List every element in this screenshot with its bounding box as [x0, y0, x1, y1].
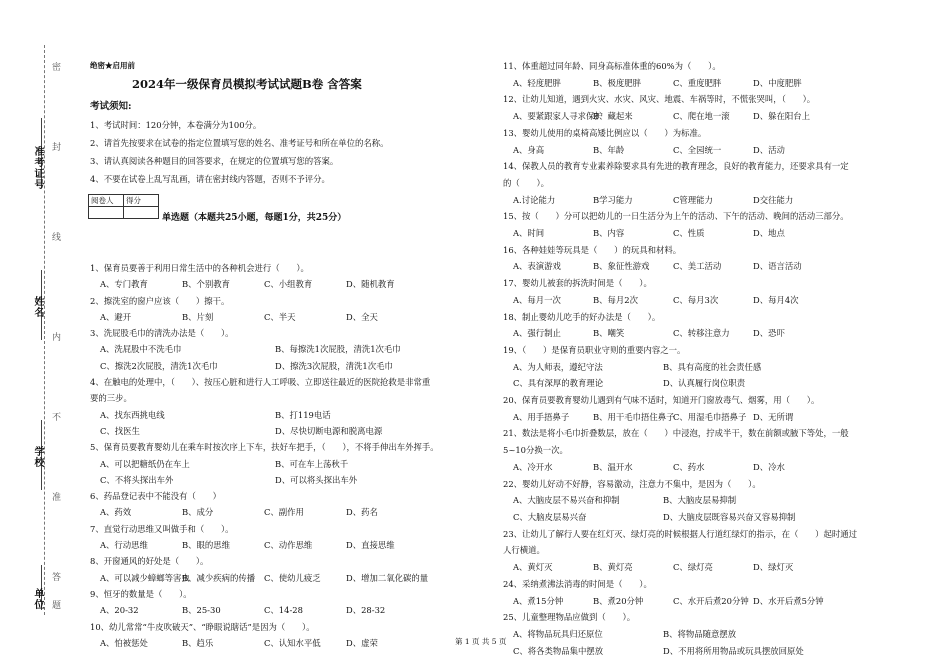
reviewer-cell[interactable] [89, 207, 124, 219]
answer-option[interactable]: A、可以减少蟑螂等害虫 [100, 572, 190, 583]
answer-option[interactable]: D、水开后煮5分钟 [753, 595, 824, 606]
score-table [88, 194, 159, 219]
answer-option[interactable]: D、冷水 [753, 461, 785, 472]
answer-option[interactable]: A、行动思维 [100, 540, 148, 551]
answer-option[interactable]: C、水开后煮20分钟 [673, 595, 749, 606]
answer-option[interactable]: A、药效 [100, 507, 132, 518]
option-row [503, 108, 913, 125]
answer-option[interactable]: C、使幼儿疲乏 [264, 572, 321, 583]
answer-option[interactable]: B、趋乐 [182, 637, 214, 648]
score-label: 得分 [124, 195, 159, 207]
answer-option[interactable]: D、中度肥胖 [753, 77, 802, 88]
answer-option[interactable]: C、爬在地一滚 [673, 111, 730, 122]
answer-option[interactable]: C、认知水平低 [264, 637, 321, 648]
answer-option[interactable]: D、随机教育 [346, 279, 395, 290]
answer-option[interactable]: B、大脑皮层易抑制 [663, 495, 737, 506]
answer-option[interactable]: B、黄灯亮 [593, 562, 633, 573]
option-row [503, 258, 913, 275]
answer-option[interactable]: B、每月2次 [593, 294, 638, 305]
page-title: 2024年一级保育员模拟考试试题B卷 含答案 [132, 77, 362, 91]
answer-option[interactable]: A、大脑皮层不易兴奋和抑制 [513, 495, 620, 506]
question-stem: 12、让幼儿知道，遇到火灾、水灾、风灾、地震、车祸等时，不慌张哭叫，（ ）。 [503, 94, 816, 105]
answer-option[interactable]: C、每月3次 [673, 294, 719, 305]
option-row [90, 472, 485, 488]
answer-option[interactable]: B、25-30 [182, 605, 221, 616]
answer-option[interactable]: A、黄灯灭 [513, 562, 553, 573]
option-row [503, 459, 913, 476]
option-row [503, 292, 913, 309]
notice-item: 4、不要在试卷上乱写乱画，请在密封线内答题，否则不予评分。 [90, 174, 330, 184]
answer-option[interactable]: C管理能力 [673, 194, 713, 205]
question-stem: 24、采纳煮沸法消毒的时间是（ ）。 [503, 578, 652, 589]
notice-item: 3、请认真阅读各种题目的回答要求，在规定的位置填写您的答案。 [90, 156, 339, 166]
answer-option[interactable]: D、活动 [753, 144, 785, 155]
answer-option[interactable]: A、轻度肥胖 [513, 77, 561, 88]
answer-option[interactable]: B、成分 [182, 507, 214, 518]
answer-option[interactable]: D、无所谓 [753, 411, 794, 422]
option-row [503, 626, 913, 643]
option-row [503, 409, 913, 426]
exam-id-label: 准考证号 [32, 146, 43, 190]
answer-option[interactable]: D、恐吓 [753, 328, 785, 339]
answer-option[interactable]: D、全天 [346, 311, 378, 322]
question-stem: 22、婴幼儿好动不好静，容易激动，注意力不集中，是因为（ ）。 [503, 478, 761, 489]
question-stem-cont: 5~10分换一次。 [503, 445, 568, 456]
option-row [90, 407, 485, 423]
answer-option[interactable]: D、28-32 [346, 605, 386, 616]
answer-option[interactable]: C、不将头探出车外 [100, 474, 174, 485]
question-stem: 11、体重超过同年龄、同身高标准体重的60%为（ ）。 [503, 61, 721, 71]
warn-char: 密 [52, 63, 62, 73]
answer-option[interactable]: B、减少疾病的传播 [182, 572, 256, 583]
option-row [90, 456, 485, 472]
answer-option[interactable]: A、每月一次 [513, 294, 561, 305]
answer-option[interactable]: D、可以将头探出车外 [275, 474, 358, 485]
option-row [90, 537, 485, 553]
answer-option[interactable]: D、躲在阳台上 [753, 111, 810, 122]
answer-option[interactable]: A、避开 [100, 311, 132, 322]
answer-option[interactable]: A、洗屁股中不洗毛巾 [100, 344, 182, 355]
answer-option[interactable]: D、不用将所用物品或玩具摆放回原处 [663, 645, 804, 656]
question-stem: 7、直觉行动思维又叫做手和（ ）。 [90, 523, 234, 534]
answer-option[interactable]: C、转移注意力 [673, 328, 730, 339]
option-row [90, 423, 485, 439]
answer-option[interactable]: D、直接思维 [346, 540, 395, 551]
answer-option[interactable]: A、找东西挑电线 [100, 409, 165, 420]
answer-option[interactable]: B、藏起来 [593, 111, 633, 122]
answer-option[interactable]: D、认真履行岗位职责 [663, 378, 746, 389]
answer-option[interactable]: A、煮15分钟 [513, 595, 564, 606]
option-row [503, 593, 913, 610]
answer-option[interactable]: C、动作思维 [264, 540, 313, 551]
option-row [90, 570, 485, 586]
answer-option[interactable]: B、极度肥胖 [593, 77, 642, 88]
section-title: 单选题（本题共25小题，每题1分，共25分） [162, 213, 347, 223]
answer-option[interactable]: B、年龄 [593, 144, 625, 155]
name-label: 姓名 [32, 296, 43, 318]
answer-option[interactable]: B、煮20分钟 [593, 595, 644, 606]
question-stem-cont: 人行横道。 [503, 545, 545, 556]
answer-option[interactable]: B、具有高度的社会责任感 [663, 361, 762, 372]
question-stem: 5、保育员要教育婴幼儿在乘车时按次序上下车，扶好车把手，（ ），不将手伸出车外挥手。 [90, 442, 439, 453]
answer-option[interactable]: D、地点 [753, 228, 785, 239]
answer-option[interactable]: B、内容 [593, 228, 625, 239]
answer-option[interactable]: B、每擦洗1次屁股，清洗1次毛巾 [275, 344, 401, 355]
answer-option[interactable]: D交往能力 [753, 194, 794, 205]
answer-option[interactable]: B、个别教育 [182, 279, 231, 290]
option-row [503, 643, 913, 660]
answer-option[interactable]: B、可在车上荡秋千 [275, 458, 349, 469]
option-row [503, 492, 913, 509]
answer-option[interactable]: B、打119电话 [275, 409, 331, 420]
option-row [503, 559, 913, 576]
answer-option[interactable]: A、强行制止 [513, 328, 561, 339]
answer-option[interactable]: A、要紧跟家人寻求保护 [513, 111, 603, 122]
page-footer: 第 1 页 共 5 页 [455, 637, 507, 646]
answer-option[interactable]: B、嘲笑 [593, 328, 625, 339]
notice-item: 2、请首先按要求在试卷的指定位置填写您的姓名、准考证号和所在单位的名称。 [90, 138, 389, 148]
answer-option[interactable]: A、为人师表，遵纪守法 [513, 361, 603, 372]
option-row [503, 359, 913, 376]
unit-label: 单位 [32, 588, 43, 610]
warn-char: 内 [52, 333, 62, 343]
question-stem: 19、（ ）是保育员职业守则的重要内容之一。 [503, 344, 686, 355]
question-stem: 21、数法是将小毛巾折叠数层，放在（ ）中浸泡，拧成半干，数在前额或腋下等处，一般 [503, 428, 849, 439]
question-stem: 10、幼儿常常“牛皮吹破天”、“睁眼说瞎话”是因为（ ）。 [90, 621, 315, 632]
option-row [503, 142, 913, 159]
answer-option[interactable]: D、擦洗3次屁股，清洗1次毛巾 [275, 360, 393, 371]
question-stem: 20、保育员要教育婴幼儿遇到有气味不适时，知道开门窗放毒气、烟雾，用（ ）。 [503, 395, 820, 406]
seal-line [44, 45, 45, 615]
answer-option[interactable]: D、语言活动 [753, 261, 802, 272]
question-stem: 8、开窗通风的好处是（ ）。 [90, 556, 209, 567]
warn-char: 准 [52, 493, 62, 503]
question-stem: 23、让幼儿了解行人要在红灯灭、绿灯亮的时候根据人行道红绿灯的指示，在（ ）起时通过 [503, 528, 858, 539]
notice-item: 1、考试时间：120分钟，本卷满分为100分。 [90, 120, 262, 130]
question-stem: 1、保育员要善于利用日常生活中的各种机会进行（ ）。 [90, 263, 309, 273]
right-question-column [503, 58, 913, 659]
option-row [90, 276, 485, 292]
warn-char: 不 [52, 413, 62, 423]
answer-option[interactable]: D、药名 [346, 507, 378, 518]
answer-option[interactable]: A、可以把糖纸仍在车上 [100, 458, 190, 469]
answer-option[interactable]: D、增加二氧化碳的量 [346, 572, 429, 583]
answer-option[interactable]: A、时间 [513, 228, 545, 239]
option-row [503, 192, 913, 209]
question-stem: 3、洗屁股毛巾的清洗办法是（ ）。 [90, 328, 234, 339]
binding-margin [0, 0, 62, 671]
answer-option[interactable]: C、美工活动 [673, 261, 722, 272]
notice-heading: 考试须知: [90, 101, 132, 112]
score-cell[interactable] [124, 207, 159, 219]
question-stem: 13、婴幼儿使用的桌椅高矮比例应以（ ）为标准。 [503, 127, 707, 138]
answer-option[interactable]: B、象征性游戏 [593, 261, 650, 272]
option-row [503, 225, 913, 242]
answer-option[interactable]: B、用干毛巾捂住鼻子 [593, 411, 675, 422]
question-stem-cont: 要的三步。 [90, 393, 132, 404]
question-stem: 16、各种娃娃等玩具是（ ）的玩具和材料。 [503, 244, 682, 255]
option-row [90, 635, 485, 651]
answer-option[interactable]: B、片刻 [182, 311, 214, 322]
answer-option[interactable]: B、将物品随意摆放 [663, 628, 737, 639]
option-row [90, 504, 485, 520]
answer-option[interactable]: C、绿灯亮 [673, 562, 713, 573]
answer-option[interactable]: C、半天 [264, 311, 296, 322]
answer-option[interactable]: C、药水 [673, 461, 705, 472]
question-stem: 4、在触电的处理中，（ ）、按压心脏和进行人工呼吸、立即送往最近的医院抢救是非常重 [90, 377, 431, 388]
option-row [90, 309, 485, 325]
question-stem: 25、儿童整理物品应做到（ ）。 [503, 612, 636, 623]
question-stem: 9、恒牙的数量是（ ）。 [90, 588, 192, 599]
option-row [503, 75, 913, 92]
answer-option[interactable]: A、20-32 [100, 605, 139, 616]
answer-option[interactable]: A、冷开水 [513, 461, 553, 472]
question-stem: 6、药品登记表中不能没有（ ） [90, 491, 221, 502]
question-stem-cont: 的（ ）。 [503, 177, 550, 188]
left-question-column [90, 260, 485, 651]
answer-option[interactable]: C、重度肥胖 [673, 77, 722, 88]
answer-option[interactable]: D、绿灯灭 [753, 562, 794, 573]
warn-char: 封 [52, 143, 62, 153]
answer-option[interactable]: C、大脑皮层易兴奋 [513, 511, 587, 522]
answer-option[interactable]: C、性质 [673, 228, 705, 239]
answer-option[interactable]: A、用手捂鼻子 [513, 411, 570, 422]
question-stem: 14、保教人员的教育专业素养除要求具有先进的教育理念，良好的教育能力，还要求具有一定 [503, 161, 849, 172]
question-stem: 15、按（ ）分可以把幼儿的一日生活分为上午的活动、下午的活动、晚间的活动三部分。 [503, 211, 849, 222]
option-row [90, 341, 485, 357]
answer-option[interactable]: B、眼的思维 [182, 540, 231, 551]
warn-char: 题 [52, 601, 62, 611]
answer-option[interactable]: A、表演游戏 [513, 261, 561, 272]
answer-option[interactable]: C、找医生 [100, 425, 140, 436]
answer-option[interactable]: D、每月4次 [753, 294, 799, 305]
reviewer-label: 阅卷人 [89, 195, 124, 207]
option-row [503, 509, 913, 526]
warn-char: 线 [52, 233, 62, 243]
option-row [90, 358, 485, 374]
warn-char: 答 [52, 573, 62, 583]
question-stem: 17、婴幼儿被套的拆洗时间是（ ）。 [503, 278, 652, 289]
answer-option[interactable]: C、擦洗2次屁股，清洗1次毛巾 [100, 360, 218, 371]
answer-option[interactable]: C、副作用 [264, 507, 304, 518]
option-row [90, 602, 485, 618]
answer-option[interactable]: C、全园统一 [673, 144, 722, 155]
answer-option[interactable]: A、将物品玩具归还原位 [513, 628, 603, 639]
question-stem: 2、擦洗室的窗户应该（ ）擦干。 [90, 295, 230, 306]
answer-option[interactable]: C、14-28 [264, 605, 303, 616]
answer-option[interactable]: A、身高 [513, 144, 545, 155]
answer-option[interactable]: A.讨论能力 [513, 194, 556, 205]
answer-option[interactable]: D、尽快切断电源和脱离电源 [275, 425, 383, 436]
answer-option[interactable]: C、将各类物品集中摆放 [513, 645, 604, 656]
answer-option[interactable]: D、大脑皮层既容易兴奋又容易抑制 [663, 511, 796, 522]
answer-option[interactable]: C、用湿毛巾捂鼻子 [673, 411, 747, 422]
answer-option[interactable]: B、温开水 [593, 461, 633, 472]
school-label: 学校 [32, 446, 43, 468]
answer-option[interactable]: A、怕被惩处 [100, 637, 148, 648]
option-row [503, 325, 913, 342]
question-stem: 18、制止婴幼儿吃手的好办法是（ ）。 [503, 311, 661, 322]
secret-mark: 绝密★启用前 [90, 61, 135, 70]
option-row [503, 375, 913, 392]
answer-option[interactable]: B学习能力 [593, 194, 633, 205]
answer-option[interactable]: D、虚荣 [346, 637, 378, 648]
notice-list [90, 116, 388, 188]
answer-option[interactable]: C、小组教育 [264, 279, 313, 290]
answer-option[interactable]: A、专门教育 [100, 279, 148, 290]
answer-option[interactable]: C、具有深厚的教育理论 [513, 378, 604, 389]
